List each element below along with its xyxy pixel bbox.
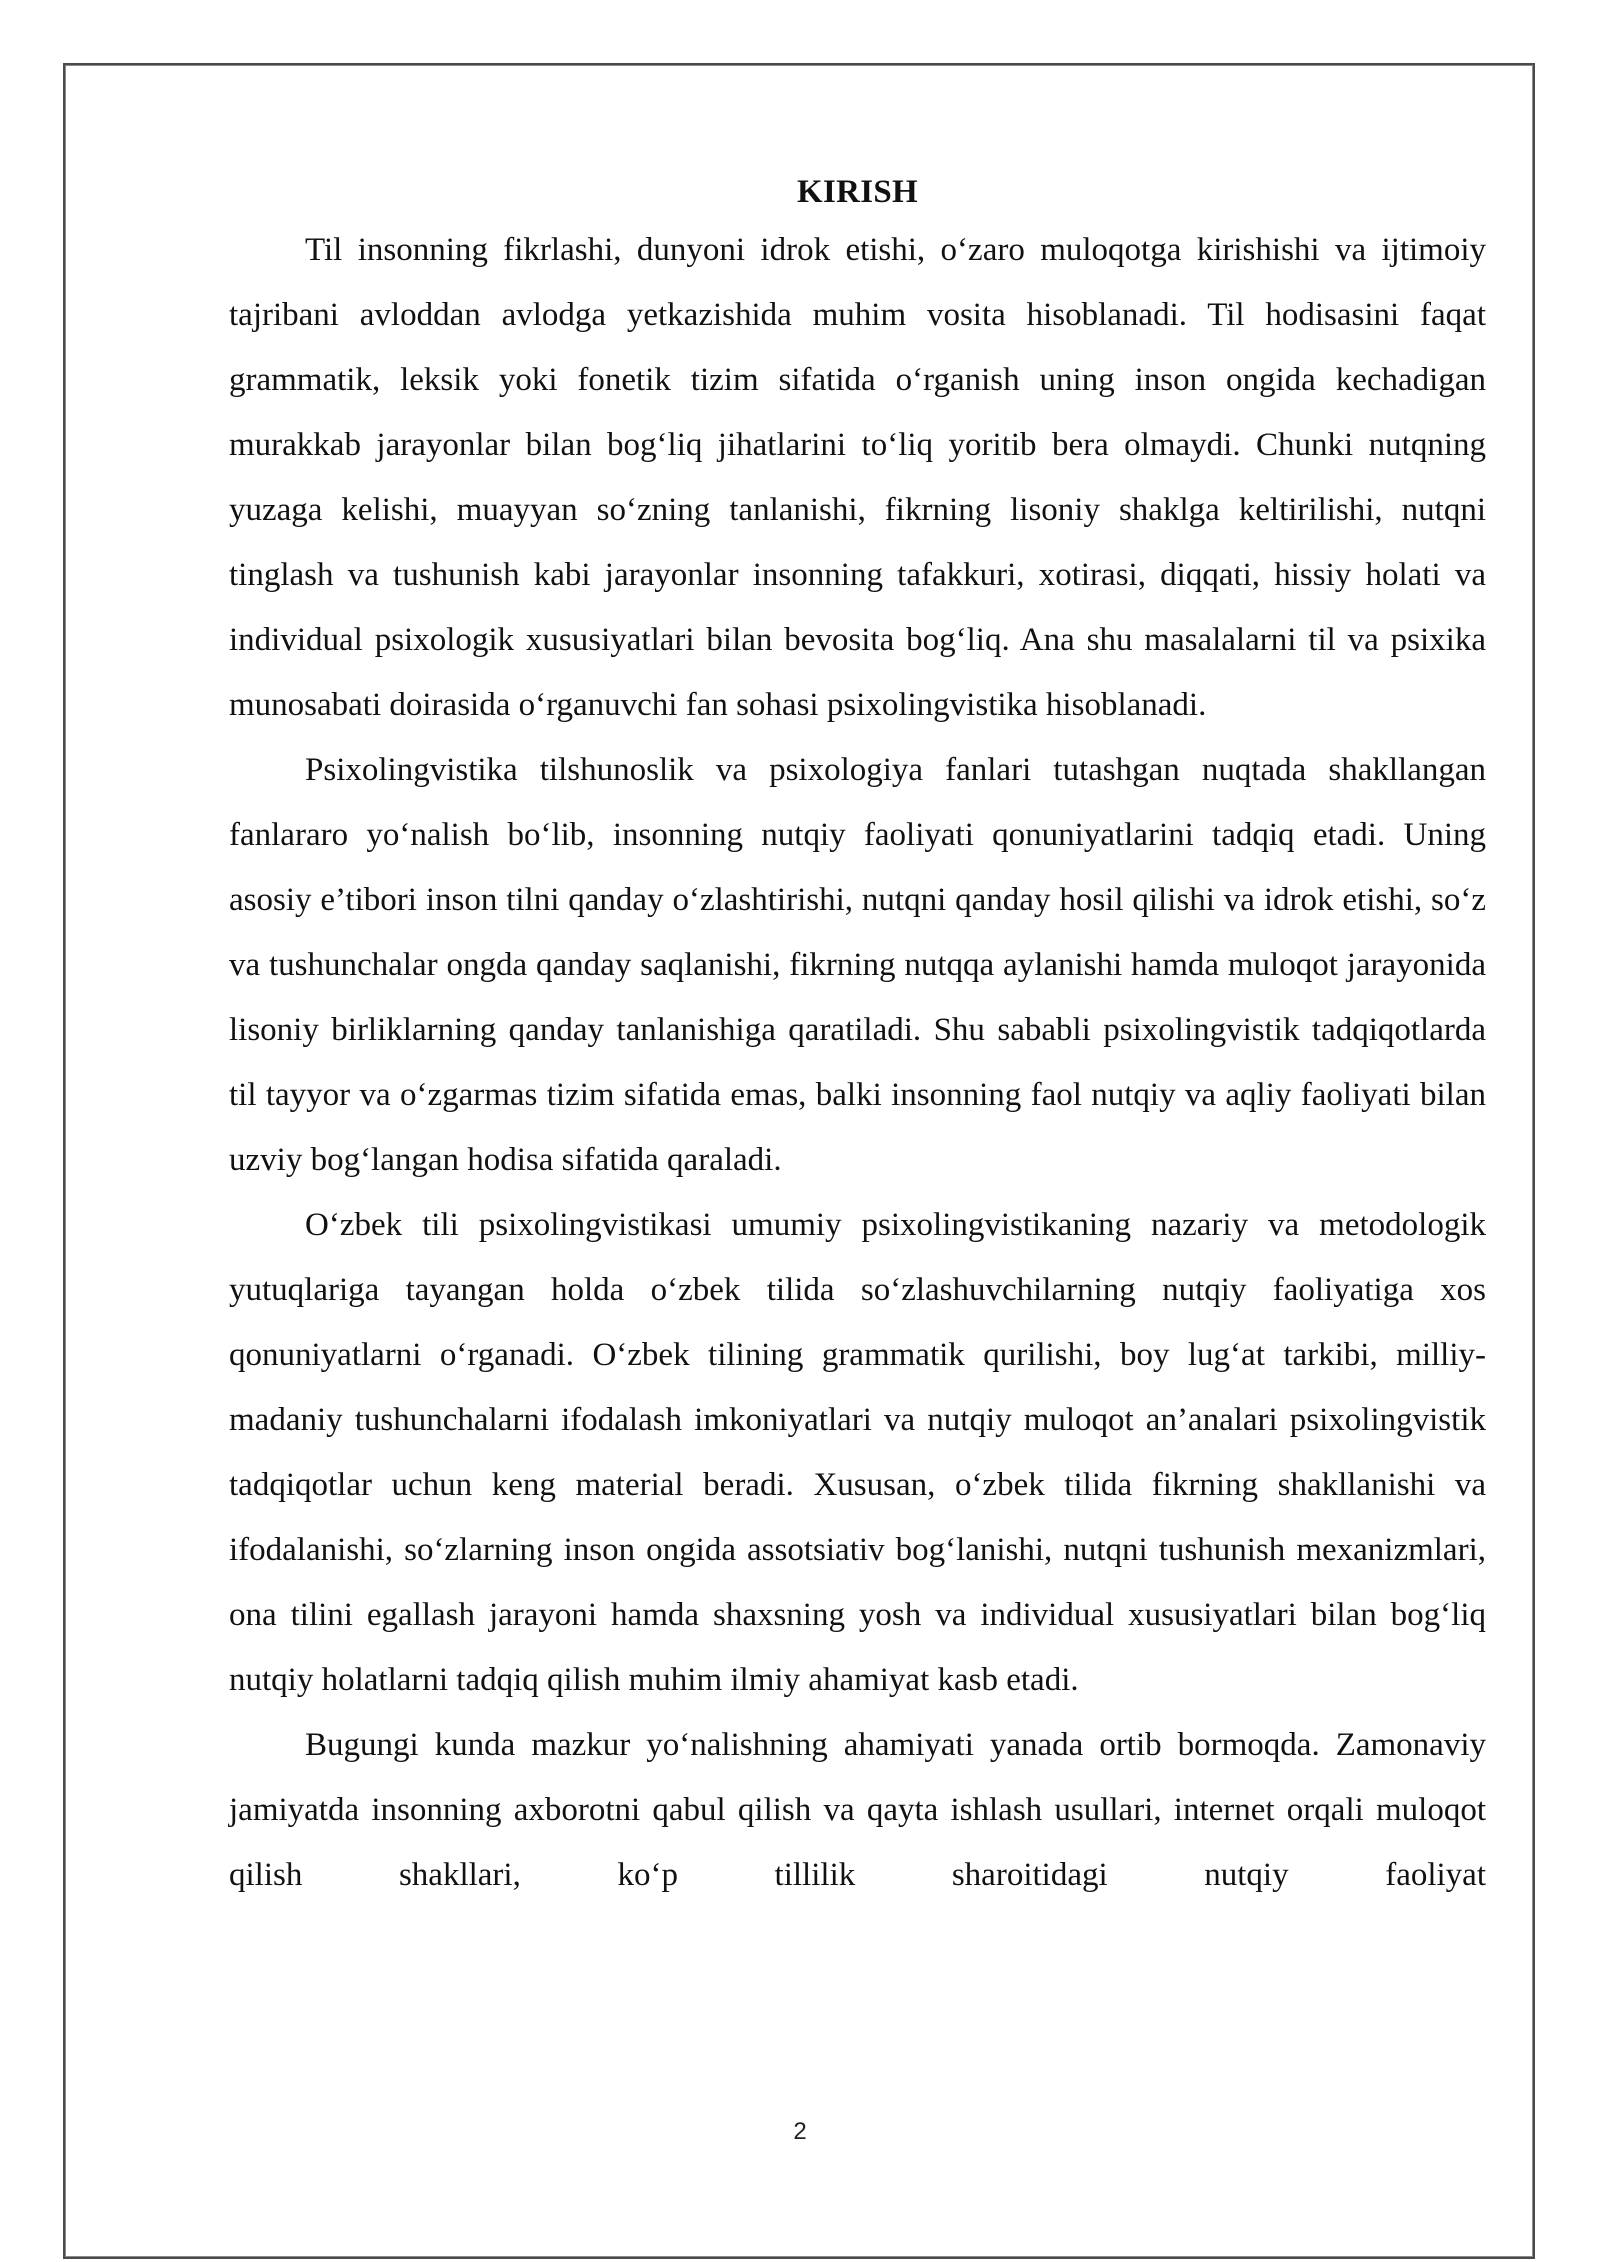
paragraph-4: Bugungi kunda mazkur yo‘nalishning ahamiyati yanada ortib bormoqda. Zamonaviy jamiyatda insonning axborotni qabul qilish va qayta ishlash usullari, internet orqali muloqot qilish shakllari, ko‘p tillilik sharoitidagi nutqiy faoliyat xyxy=(229,1727,1486,1893)
page-title: KIRISH xyxy=(796,174,918,210)
document-body xyxy=(229,166,1486,1908)
page-number: 2 xyxy=(793,2118,807,2145)
paragraph-1: Til insonning fikrlashi, dunyoni idrok etishi, o‘zaro muloqotga kirishishi va ijtimoiy tajribani avloddan avlodga yetkazishida muhim vosita hisoblanadi. Til hodisasini faqat grammatik, leksik yoki fonetik tizim sifatida o‘rganish uning inson ongida kechadigan murakkab jarayonlar bilan bog‘liq jihatlarini to‘liq yoritib bera olmaydi. Chunki nutqning yuzaga kelishi, muayyan so‘zning tanlanishi, fikrning lisoniy shaklga keltirilishi, nutqni tinglash va tushunish kabi jarayonlar insonning tafakkuri, xotirasi, diqqati, hissiy holati va individual psixologik xususiyatlari bilan bevosita bog‘liq. Ana shu masalalarni til va psixika munosabati doirasida o‘rganuvchi fan sohasi psixolingvistika hisoblanadi. xyxy=(229,232,1486,723)
paragraph-2: Psixolingvistika tilshunoslik va psixologiya fanlari tutashgan nuqtada shakllangan fanlararo yo‘nalish bo‘lib, insonning nutqiy faoliyati qonuniyatlarini tadqiq etadi. Uning asosiy e’tibori inson tilni qanday o‘zlashtirishi, nutqni qanday hosil qilishi va idrok etishi, so‘z va tushunchalar ongda qanday saqlanishi, fikrning nutqqa aylanishi hamda muloqot jarayonida lisoniy birliklarning qanday tanlanishiga qaratiladi. Shu sababli psixolingvistik tadqiqotlarda til tayyor va o‘zgarmas tizim sifatida emas, balki insonning faol nutqiy va aqliy faoliyati bilan uzviy bog‘langan hodisa sifatida qaraladi. xyxy=(229,752,1486,1178)
paragraph-3: O‘zbek tili psixolingvistikasi umumiy psixolingvistikaning nazariy va metodologik yutuqlariga tayangan holda o‘zbek tilida so‘zlashuvchilarning nutqiy faoliyatiga xos qonuniyatlarni o‘rganadi. O‘zbek tilining grammatik qurilishi, boy lug‘at tarkibi, milliy-madaniy tushunchalarni ifodalash imkoniyatlari va nutqiy muloqot an’analari psixolingvistik tadqiqotlar uchun keng material beradi. Xususan, o‘zbek tilida fikrning shakllanishi va ifodalanishi, so‘zlarning inson ongida assotsiativ bog‘lanishi, nutqni tushunish mexanizmlari, ona tilini egallash jarayoni hamda shaxsning yosh va individual xususiyatlari bilan bog‘liq nutqiy holatlarni tadqiq qilish muhim ilmiy ahamiyat kasb etadi. xyxy=(229,1207,1486,1698)
